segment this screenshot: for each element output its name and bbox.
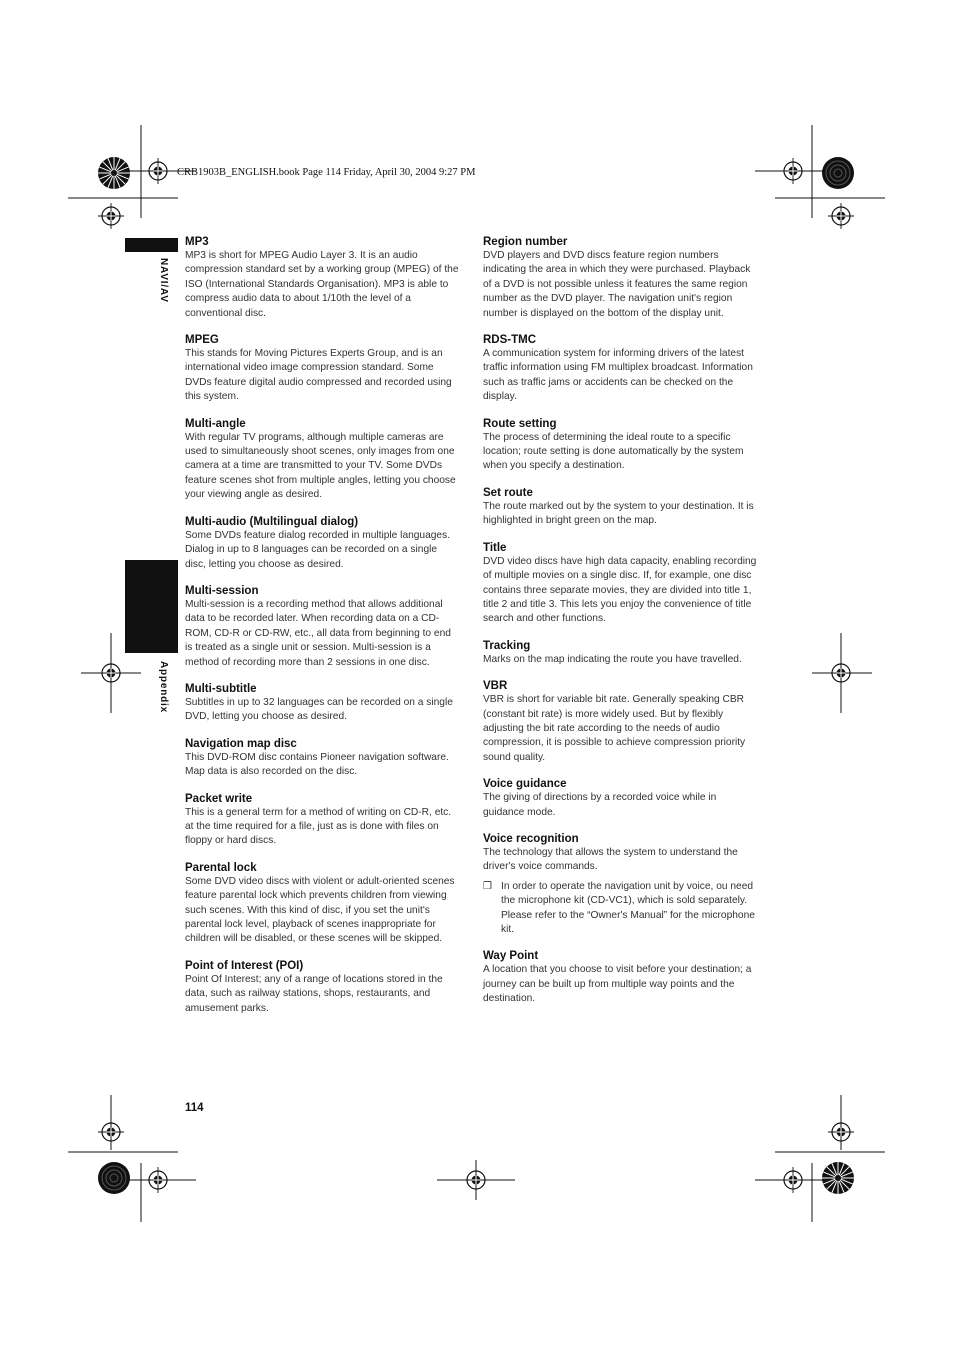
glossary-term: Title: [483, 541, 507, 554]
glossary-definition: This stands for Moving Pictures Experts Group, and is an international video image compression standard. Some DVDs feature digital audio compressed and recorded using this system.: [185, 348, 452, 403]
glossary-definition: The giving of directions by a recorded voice while in guidance mode.: [483, 792, 717, 818]
glossary-definition: This DVD-ROM disc contains Pioneer navigation software. Map data is also recorded on the disc.: [185, 751, 449, 778]
glossary-term: Navigation map disc: [185, 737, 297, 750]
glossary-definition: With regular TV programs, although multiple cameras are used to simultaneously shoot scenes, only images from one camera at a time are transmitted to your TV. Some DVDs feature scenes shot from multiple angles, letting you choose your viewing angle as desired.: [185, 431, 456, 501]
glossary-term: Voice guidance: [483, 778, 567, 791]
glossary-definition: This is a general term for a method of writing on CD-R, etc. at the time required for a file, just as is done with files on floppy or hard discs.: [185, 806, 452, 847]
note-text: In order to operate the navigation unit by voice, ou need the microphone kit (CD-VC1), which is sold separately. Please refer to the “Owner's Manual” for the microphone kit.: [501, 880, 755, 935]
glossary-definition: The route marked out by the system to your destination. It is highlighted in bright green on the map.: [483, 500, 754, 527]
glossary-definition: Multi-session is a recording method that allows additional data to be recorded later. When recording data on a CD-ROM, CD-R or CD-RW, etc., all data from beginning to end is treated as a single unit or session. Multi-session is a method of recording more than 2 sessions in one disc.: [185, 598, 451, 668]
glossary-entry-set-route: [483, 487, 758, 529]
glossary-term: Route setting: [483, 417, 557, 430]
glossary-term: Tracking: [483, 639, 531, 652]
glossary-term: Multi-subtitle: [185, 682, 257, 695]
glossary-entry-multi-session: [185, 585, 460, 670]
glossary-definition: DVD players and DVD discs feature region numbers indicating the area in which they were purchased. Playback of a DVD is not possible unless it features the same region number as the DVD player. The navigation unit's region number is displayed on the bottom of the display unit.: [483, 250, 751, 319]
glossary-entry-voice-recognition: [483, 833, 758, 937]
glossary-term: Point of Interest (POI): [185, 959, 304, 972]
glossary-term: MP3: [185, 236, 209, 248]
glossary-entry-region-number: [483, 236, 758, 321]
glossary-definition: The process of determining the ideal route to a specific location; route setting is done automatically by the system when you specify a destination.: [483, 431, 744, 472]
glossary-right-column: [483, 236, 758, 1020]
glossary-left-column: [185, 236, 460, 1029]
page-number: 114: [185, 1102, 204, 1114]
glossary-entry-mp3: [185, 236, 460, 321]
glossary-entry-navigation-map-disc: [185, 738, 460, 780]
side-label-appendix: Appendix: [158, 661, 169, 713]
glossary-definition: MP3 is short for MPEG Audio Layer 3. It is an audio compression standard set by a working group (MPEG) of the ISO (International Standards Organisation). MP3 is able to compress audio data to about 1/10th the level of a conventional disc.: [185, 250, 459, 319]
glossary-entry-multi-subtitle: [185, 683, 460, 725]
glossary-term: Parental lock: [185, 861, 257, 874]
glossary-entry-mpeg: [185, 334, 460, 405]
glossary-entry-tracking: [483, 640, 758, 667]
glossary-definition: Some DVD video discs with violent or adult-oriented scenes feature parental lock which prevents children from viewing such scenes. With this kind of disc, if you set the unit's parental lock level, playback of scenes inappropriate for children will be disabled, or these scenes will be skipped.: [185, 875, 455, 945]
glossary-entry-multi-angle: [185, 418, 460, 503]
glossary-entry-way-point: [483, 950, 758, 1006]
book-header-line: CRB1903B_ENGLISH.book Page 114 Friday, April 30, 2004 9:27 PM: [177, 167, 476, 178]
glossary-term: Voice recognition: [483, 832, 579, 845]
note: [483, 880, 758, 938]
glossary-entry-multi-audio: [185, 516, 460, 572]
section-tab-bottom: [125, 560, 178, 653]
glossary-term: VBR: [483, 680, 508, 693]
glossary-entry-packet-write: [185, 793, 460, 849]
glossary-entry-route-setting: [483, 418, 758, 474]
glossary-entry-poi: [185, 960, 460, 1016]
glossary-definition: VBR is short for variable bit rate. Generally speaking CBR (constant bit rate) is more widely used. But by flexibly adjusting the bit rate according to the needs of audio compression, it is possible to achieve compression priority sound quality.: [483, 694, 746, 763]
glossary-term: Set route: [483, 486, 533, 499]
glossary-definition: A communication system for informing drivers of the latest traffic information using FM multiplex broadcast. Information such as traffic jams or accidents can be checked on the display.: [483, 348, 753, 403]
glossary-term: RDS-TMC: [483, 334, 537, 347]
glossary-definition: DVD video discs have high data capacity, enabling recording of multiple movies on a single disc. If, for example, one disc contains three separate movies, they are divided into title 1, title 2 and title 3. This lets you enjoy the convenience of title search and other functions.: [483, 555, 757, 625]
glossary-entry-title: [483, 542, 758, 627]
glossary-entry-vbr: [483, 680, 758, 765]
glossary-entry-voice-guidance: [483, 778, 758, 820]
glossary-entry-parental-lock: [185, 862, 460, 947]
glossary-term: Multi-angle: [185, 417, 246, 430]
glossary-definition: A location that you choose to visit before your destination; a journey can be built up from multiple way points and the destination.: [483, 964, 752, 1005]
glossary-definition: Some DVDs feature dialog recorded in multiple languages. Dialog in up to 8 languages can be recorded on a single disc, letting you choose as desired.: [185, 529, 451, 570]
glossary-entry-rds-tmc: [483, 334, 758, 405]
glossary-term: Packet write: [185, 792, 253, 805]
checkbox-note-icon: ❒: [483, 880, 492, 892]
glossary-term: Multi-audio (Multilingual dialog): [185, 515, 359, 528]
glossary-definition: Subtitles in up to 32 languages can be recorded on a single DVD, letting you choose as desired.: [185, 696, 453, 723]
glossary-term: Multi-session: [185, 584, 259, 597]
glossary-term: Region number: [483, 236, 568, 248]
glossary-term: Way Point: [483, 950, 539, 963]
glossary-definition: Marks on the map indicating the route you have travelled.: [483, 653, 742, 665]
section-tab-top: [125, 238, 178, 252]
side-label-navi-av: NAVI/AV: [158, 258, 169, 303]
glossary-definition: Point Of Interest; any of a range of locations stored in the data, such as railway stations, shops, restaurants, and amusement parks.: [185, 973, 443, 1014]
glossary-term: MPEG: [185, 334, 219, 347]
glossary-definition: The technology that allows the system to understand the driver's voice commands.: [483, 846, 738, 873]
